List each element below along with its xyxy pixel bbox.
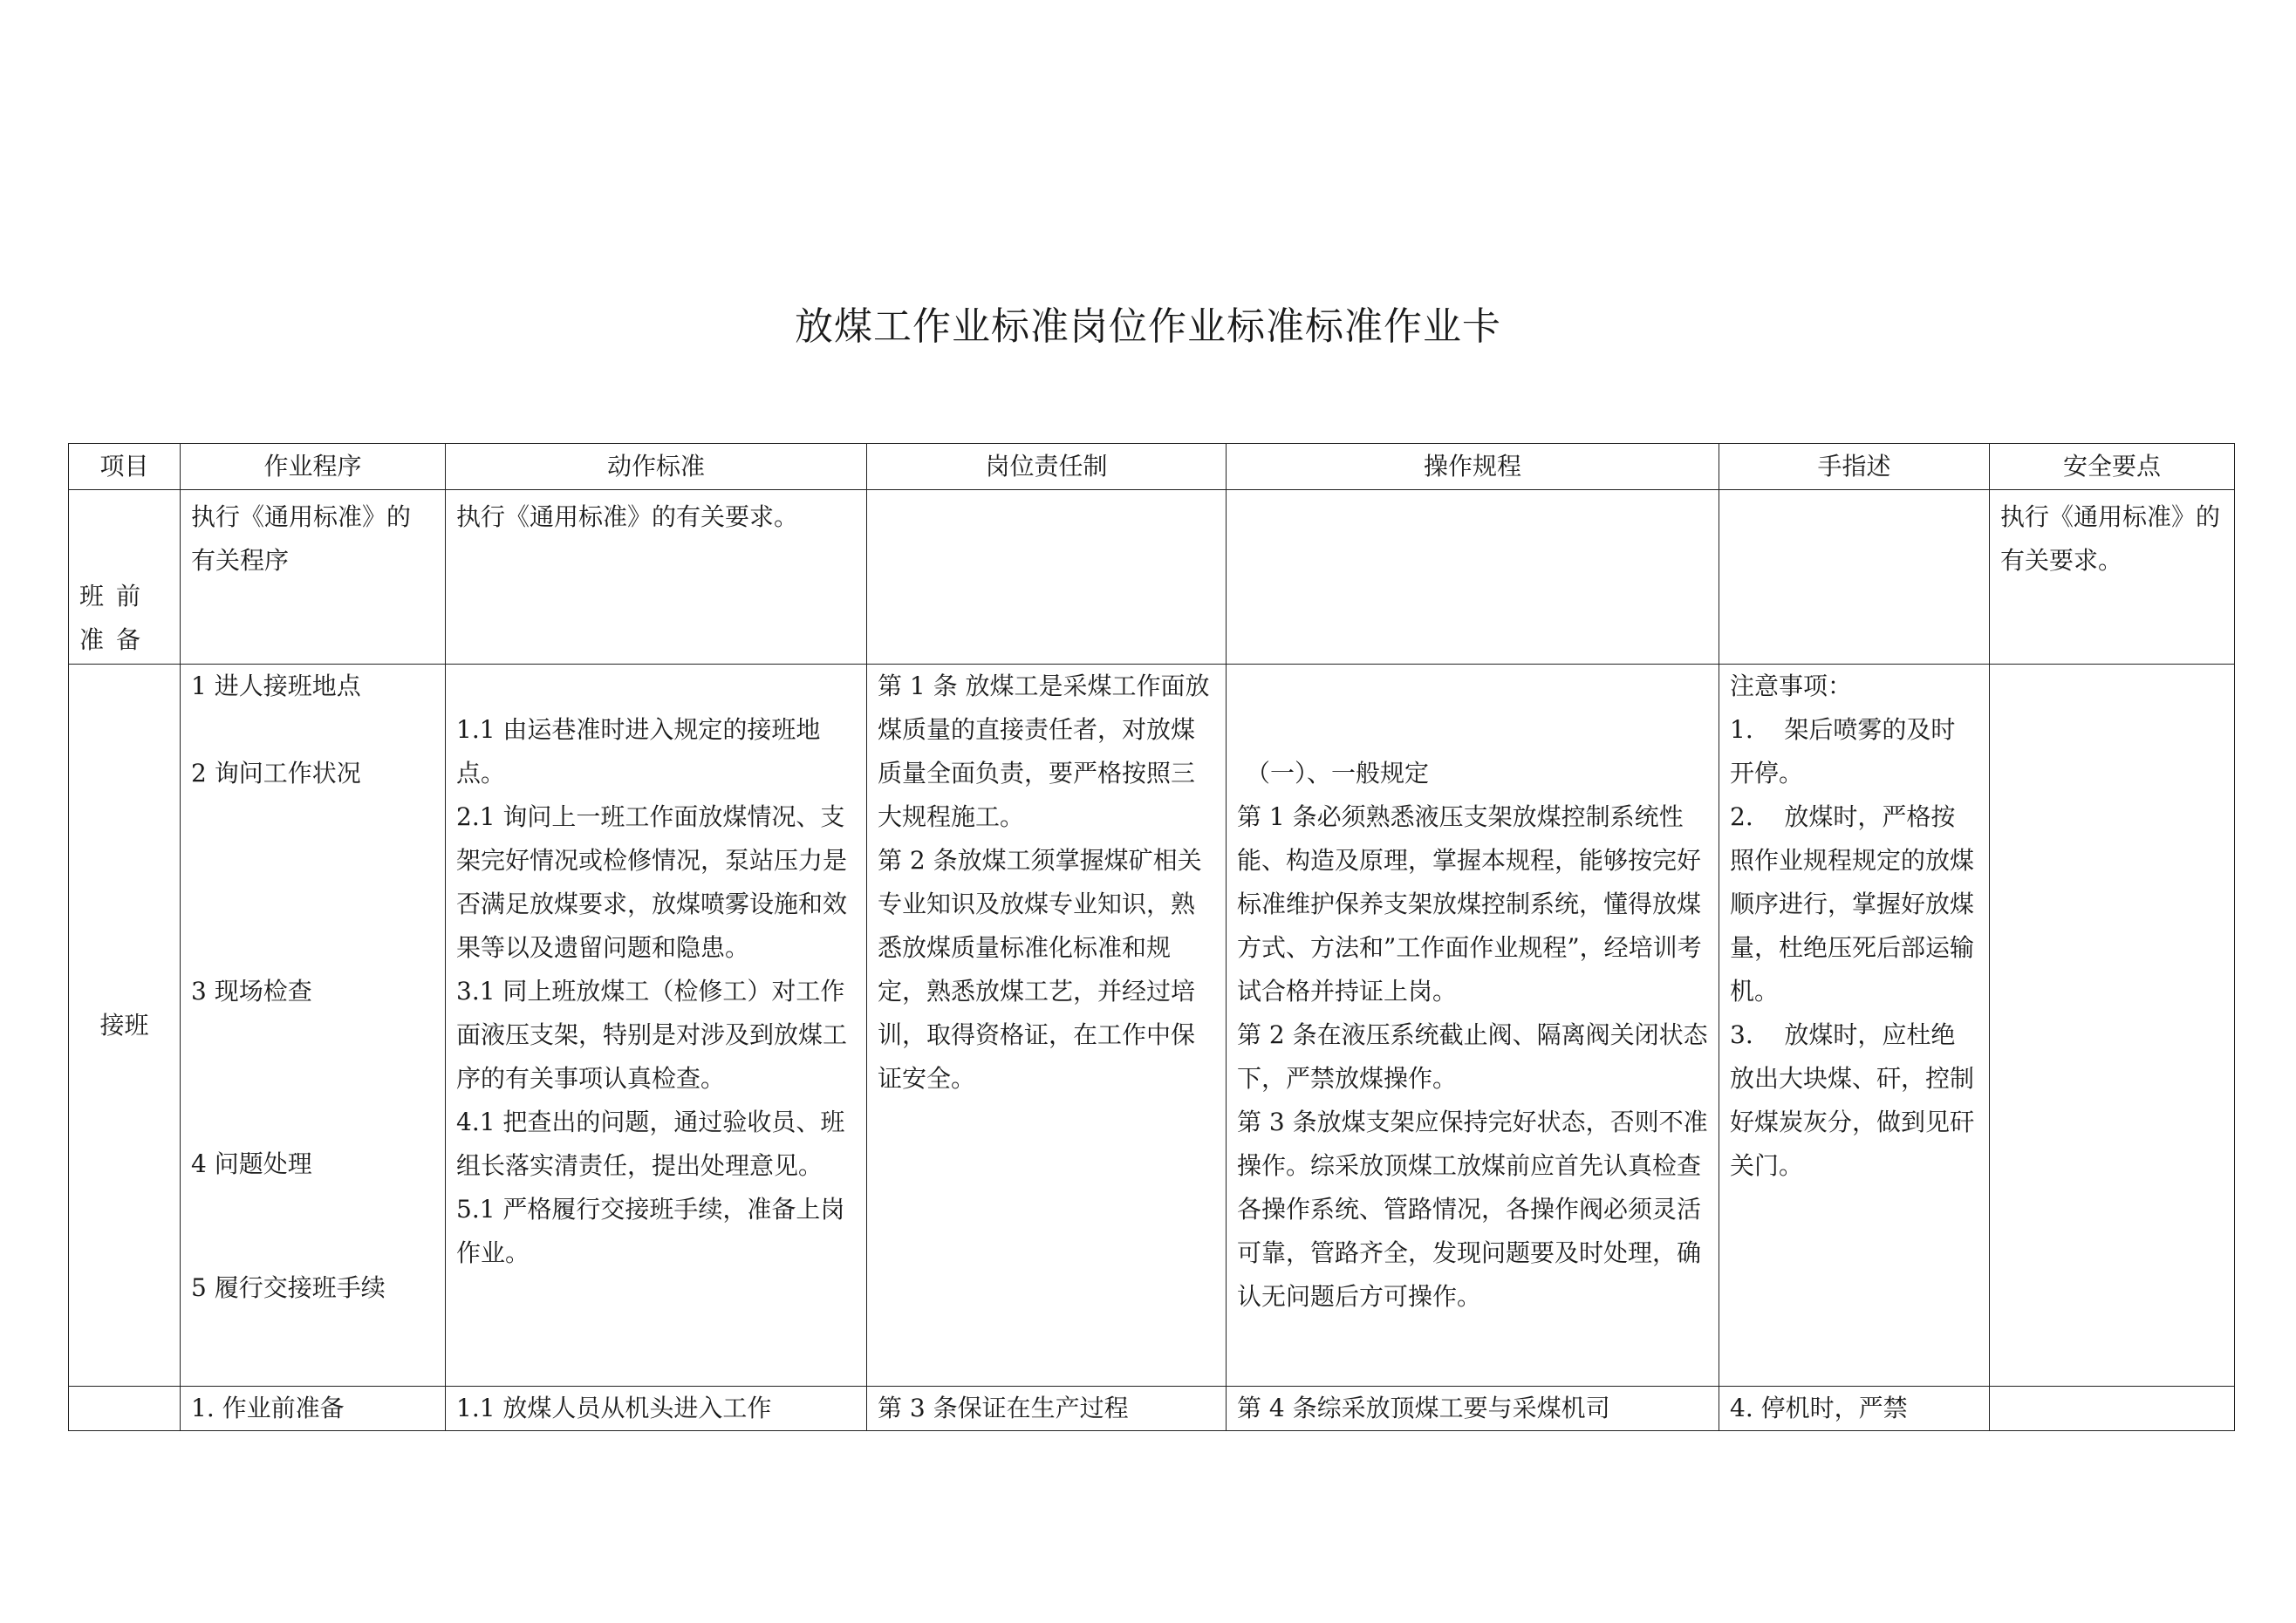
finger-note: 1. 架后喷雾的及时开停。 bbox=[1730, 715, 1956, 788]
safety-cell bbox=[1990, 665, 2235, 1387]
operation-clause: 第 1 条必须熟悉液压支架放煤控制系统性能、构造及原理，掌握本规程，能够按完好标准维护保养支架放煤控制系统，懂得放煤方式、方法和”工作面作业规程”，经培训考试合格并持证上岗。 bbox=[1237, 802, 1702, 1006]
action-cell bbox=[446, 490, 867, 665]
procedure-text: 1. 作业前准备 bbox=[191, 1394, 345, 1422]
action-step: 4.1 把查出的问题，通过验收员、班组长落实清责任，提出处理意见。 bbox=[456, 1108, 845, 1180]
safety-cell bbox=[1990, 490, 2235, 665]
item-cell bbox=[69, 665, 181, 1387]
duty-clause: 第 2 条放煤工须掌握煤矿相关专业知识及放煤专业知识，熟悉放煤质量标准化标准和规定，熟悉放煤工艺，并经过培训，取得资格证，在工作中保证安全。 bbox=[878, 846, 1202, 1093]
table-row bbox=[69, 490, 2235, 665]
action-text: 1.1 放煤人员从机头进入工作 bbox=[456, 1394, 772, 1422]
procedure-cell bbox=[181, 490, 446, 665]
procedure-step: 5 履行交接班手续 bbox=[191, 1273, 386, 1302]
procedure-step: 4 问题处理 bbox=[191, 1149, 312, 1178]
duty-text: 第 3 条保证在生产过程 bbox=[878, 1394, 1129, 1422]
safety-text: 执行《通用标准》的有关要求。 bbox=[2000, 502, 2221, 575]
finger-text: 4. 停机时，严禁 bbox=[1730, 1394, 1908, 1422]
procedure-step: 1 进人接班地点 bbox=[191, 672, 361, 700]
header-procedure: 作业程序 bbox=[181, 444, 446, 490]
header-finger-pointing: 手指述 bbox=[1719, 444, 1990, 490]
header-operation-rules: 操作规程 bbox=[1227, 444, 1719, 490]
finger-heading: 注意事项： bbox=[1730, 672, 1853, 700]
action-step: 1.1 由运巷准时进入规定的接班地点。 bbox=[456, 715, 821, 788]
duty-clause: 第 1 条 放煤工是采煤工作面放煤质量的直接责任者，对放煤质量全面负责，要严格按照三大规程施工。 bbox=[878, 672, 1210, 831]
finger-cell bbox=[1719, 1387, 1990, 1431]
action-text: 执行《通用标准》的有关要求。 bbox=[456, 502, 799, 531]
duty-cell bbox=[867, 665, 1227, 1387]
operation-clause: 第 3 条放煤支架应保持完好状态，否则不准操作。综采放顶煤工放煤前应首先认真检查各操作系统、管路情况，各操作阀必须灵活可靠，管路齐全，发现问题要及时处理，确认无问题后方可操作。 bbox=[1237, 1108, 1708, 1311]
header-duty: 岗位责任制 bbox=[867, 444, 1227, 490]
action-step: 5.1 严格履行交接班手续，准备上岗作业。 bbox=[456, 1195, 845, 1267]
header-action-standard: 动作标准 bbox=[446, 444, 867, 490]
table-row bbox=[69, 1387, 2235, 1431]
procedure-cell bbox=[181, 1387, 446, 1431]
operation-text: 第 4 条综采放顶煤工要与采煤机司 bbox=[1237, 1394, 1610, 1422]
header-safety-points: 安全要点 bbox=[1990, 444, 2235, 490]
procedure-text: 执行《通用标准》的有关程序 bbox=[191, 502, 412, 575]
table-row bbox=[69, 665, 2235, 1387]
header-item: 项目 bbox=[69, 444, 181, 490]
procedure-step: 2 询问工作状况 bbox=[191, 759, 361, 788]
operation-cell bbox=[1227, 490, 1719, 665]
item-label: 班前准备 bbox=[79, 582, 154, 654]
finger-cell bbox=[1719, 665, 1990, 1387]
operation-heading: （一）、一般规定 bbox=[1246, 759, 1430, 788]
operation-clause: 第 2 条在液压系统截止阀、隔离阀关闭状态下，严禁放煤操作。 bbox=[1237, 1020, 1708, 1093]
operation-cell bbox=[1227, 1387, 1719, 1431]
table-header-row bbox=[69, 444, 2235, 490]
item-cell bbox=[69, 1387, 181, 1431]
safety-cell bbox=[1990, 1387, 2235, 1431]
duty-cell bbox=[867, 1387, 1227, 1431]
action-cell bbox=[446, 665, 867, 1387]
item-label: 接班 bbox=[99, 1010, 149, 1040]
procedure-step: 3 现场检查 bbox=[191, 977, 312, 1006]
duty-cell bbox=[867, 490, 1227, 665]
work-standard-table bbox=[68, 443, 2235, 1431]
operation-cell bbox=[1227, 665, 1719, 1387]
finger-note: 3. 放煤时，应杜绝放出大块煤、矸，控制好煤炭灰分，做到见矸关门。 bbox=[1730, 1020, 1975, 1180]
action-step: 2.1 询问上一班工作面放煤情况、支架完好情况或检修情况，泵站压力是否满足放煤要求，放煤喷雾设施和效果等以及遗留问题和隐患。 bbox=[456, 802, 848, 962]
action-step: 3.1 同上班放煤工（检修工）对工作面液压支架，特别是对涉及到放煤工序的有关事项认真检查。 bbox=[456, 977, 848, 1093]
action-cell bbox=[446, 1387, 867, 1431]
finger-note: 2. 放煤时，严格按照作业规程规定的放煤顺序进行，掌握好放煤量，杜绝压死后部运输机。 bbox=[1730, 802, 1975, 1006]
page-title: 放煤工作业标准岗位作业标准标准作业卡 bbox=[795, 304, 1501, 349]
procedure-cell bbox=[181, 665, 446, 1387]
finger-cell bbox=[1719, 490, 1990, 665]
item-cell bbox=[69, 490, 181, 665]
